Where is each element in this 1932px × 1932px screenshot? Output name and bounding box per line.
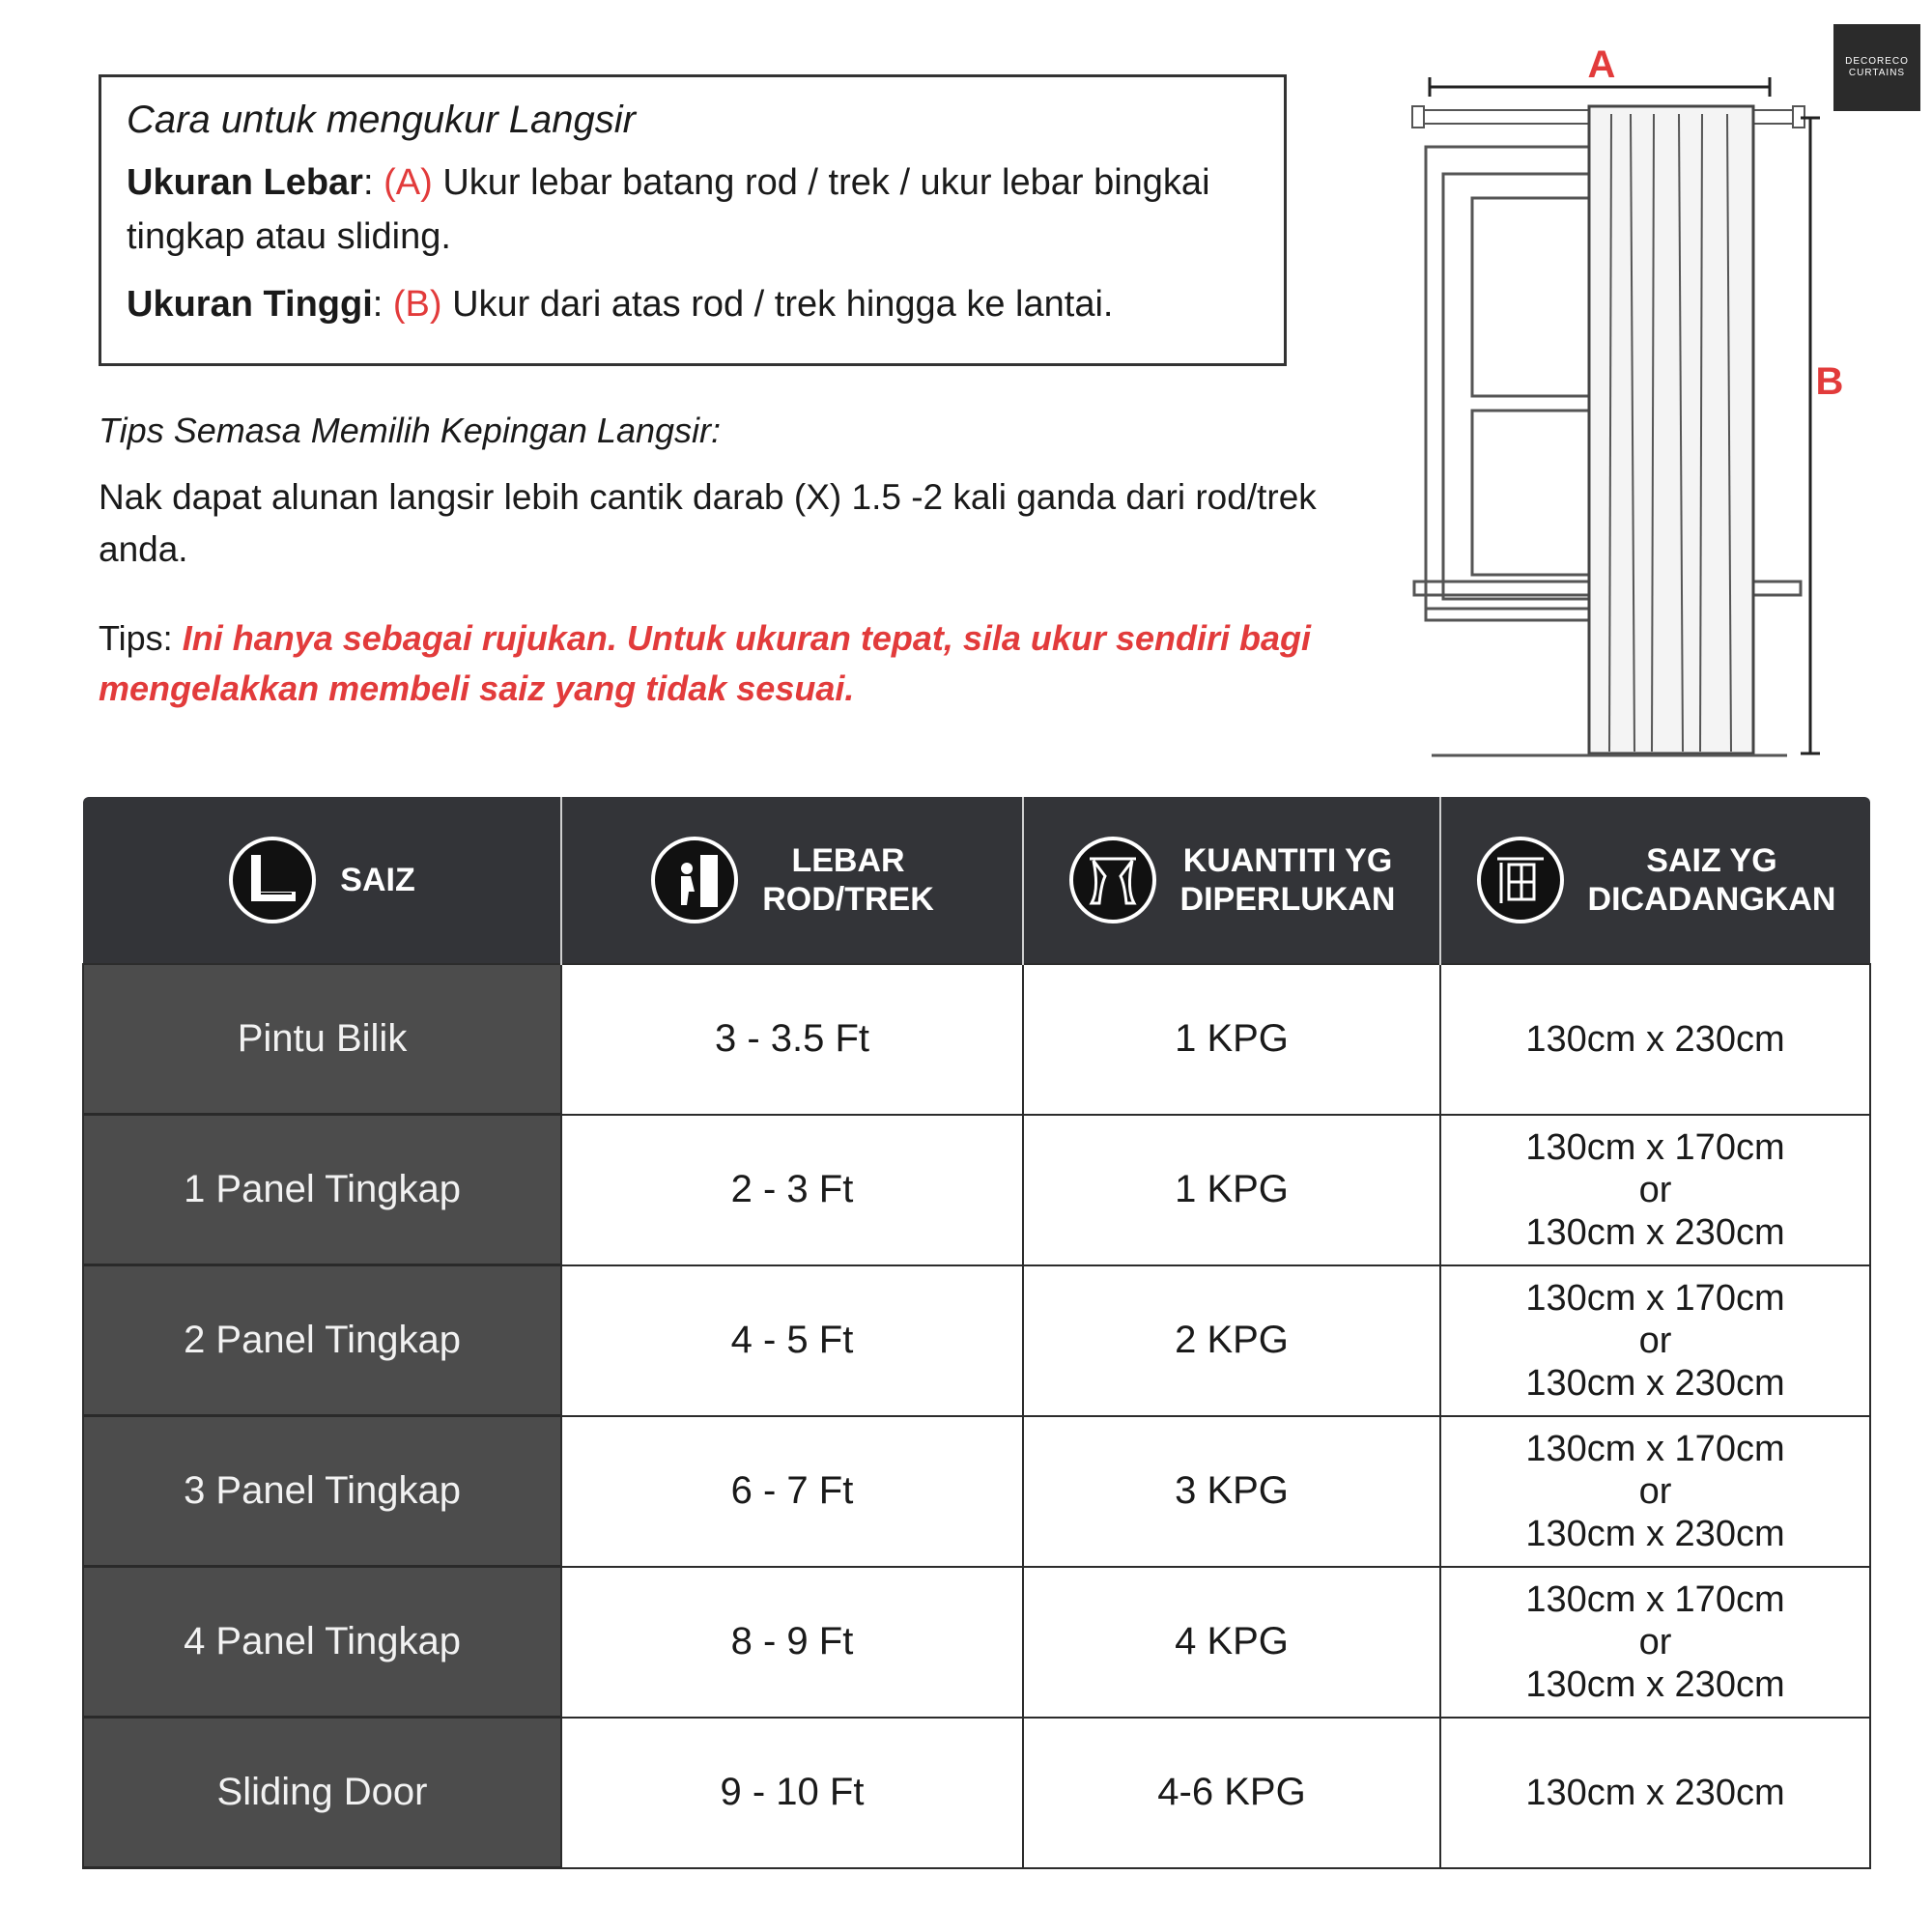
tips-body: Nak dapat alunan langsir lebih cantik darab (X) 1.5 -2 kali ganda dari rod/trek anda. <box>99 477 1317 569</box>
row-name: Pintu Bilik <box>83 964 561 1115</box>
header-lebar-label: LEBAR ROD/TREK <box>762 842 934 918</box>
height-code: (B) <box>392 284 442 325</box>
header-kuantiti-label: KUANTITI YG DIPERLUKAN <box>1179 842 1396 918</box>
curtain-icon <box>1068 836 1157 924</box>
height-instruction: Ukuran Tinggi: (B) Ukur dari atas rod / trek hingga ke lantai. <box>127 284 1114 325</box>
brand-line2: CURTAINS <box>1848 68 1906 78</box>
width-label: Ukuran Lebar <box>127 162 363 203</box>
width-instruction: Ukuran Lebar: (A) Ukur lebar batang rod / trek / ukur lebar bingkai tingkap atau sliding. <box>127 162 1210 257</box>
row-qty: 4-6 KPG <box>1023 1718 1440 1868</box>
size-guide-table <box>82 797 1871 1869</box>
table-row <box>83 1567 1870 1718</box>
header-lebar <box>561 797 1023 964</box>
measure-instructions-box <box>99 74 1287 366</box>
row-width: 4 - 5 Ft <box>561 1265 1023 1416</box>
header-saiz-dicadangkan-label: SAIZ YG DICADANGKAN <box>1587 842 1836 918</box>
worker-measuring-icon <box>650 836 739 924</box>
row-suggested-size: 130cm x 170cm or 130cm x 230cm <box>1440 1115 1870 1265</box>
row-suggested-size: 130cm x 170cm or 130cm x 230cm <box>1440 1567 1870 1718</box>
row-name: 2 Panel Tingkap <box>83 1265 561 1416</box>
row-qty: 2 KPG <box>1023 1265 1440 1416</box>
table-row <box>83 964 1870 1115</box>
width-code: (A) <box>384 162 433 203</box>
ruler-square-icon <box>228 836 317 924</box>
tips-note <box>99 613 1374 714</box>
row-qty: 1 KPG <box>1023 964 1440 1115</box>
row-qty: 3 KPG <box>1023 1416 1440 1567</box>
height-label: Ukuran Tinggi <box>127 284 373 325</box>
height-text: Ukur dari atas rod / trek hingga ke lantai. <box>452 284 1114 325</box>
note-label: Tips: <box>99 618 173 658</box>
table-row <box>83 1718 1870 1868</box>
table-row <box>83 1416 1870 1567</box>
header-kuantiti <box>1023 797 1440 964</box>
row-width: 8 - 9 Ft <box>561 1567 1023 1718</box>
window-frame-icon <box>1476 836 1565 924</box>
row-qty: 4 KPG <box>1023 1567 1440 1718</box>
header-saiz-dicadangkan <box>1440 797 1870 964</box>
row-width: 6 - 7 Ft <box>561 1416 1023 1567</box>
brand-line1: DECORECO <box>1845 56 1909 67</box>
measure-title: Cara untuk mengukur Langsir <box>127 99 636 141</box>
tips-heading: Tips Semasa Memilih Kepingan Langsir: <box>99 411 721 450</box>
row-suggested-size: 130cm x 170cm or 130cm x 230cm <box>1440 1265 1870 1416</box>
row-name: 3 Panel Tingkap <box>83 1416 561 1567</box>
row-suggested-size: 130cm x 170cm or 130cm x 230cm <box>1440 1416 1870 1567</box>
row-qty: 1 KPG <box>1023 1115 1440 1265</box>
row-suggested-size: 130cm x 230cm <box>1440 964 1870 1115</box>
label-b: B <box>1815 360 1844 403</box>
row-width: 3 - 3.5 Ft <box>561 964 1023 1115</box>
table-row <box>83 1115 1870 1265</box>
row-name: 4 Panel Tingkap <box>83 1567 561 1718</box>
header-saiz <box>83 797 561 964</box>
row-width: 2 - 3 Ft <box>561 1115 1023 1265</box>
note-text: Ini hanya sebagai rujukan. Untuk ukuran tepat, sila ukur sendiri bagi mengelakkan membeli saiz yang tidak sesuai. <box>99 618 1311 708</box>
curtain-panel <box>1589 106 1753 753</box>
label-a: A <box>1587 43 1616 86</box>
table-row <box>83 1265 1870 1416</box>
row-name: Sliding Door <box>83 1718 561 1868</box>
table-header-row <box>83 797 1870 964</box>
curtain-diagram <box>1401 29 1844 773</box>
row-width: 9 - 10 Ft <box>561 1718 1023 1868</box>
row-suggested-size: 130cm x 230cm <box>1440 1718 1870 1868</box>
row-name: 1 Panel Tingkap <box>83 1115 561 1265</box>
brand-logo <box>1833 24 1920 111</box>
width-text: Ukur lebar batang rod / trek / ukur lebar bingkai tingkap atau sliding. <box>127 162 1210 257</box>
header-saiz-label: SAIZ <box>340 862 415 898</box>
